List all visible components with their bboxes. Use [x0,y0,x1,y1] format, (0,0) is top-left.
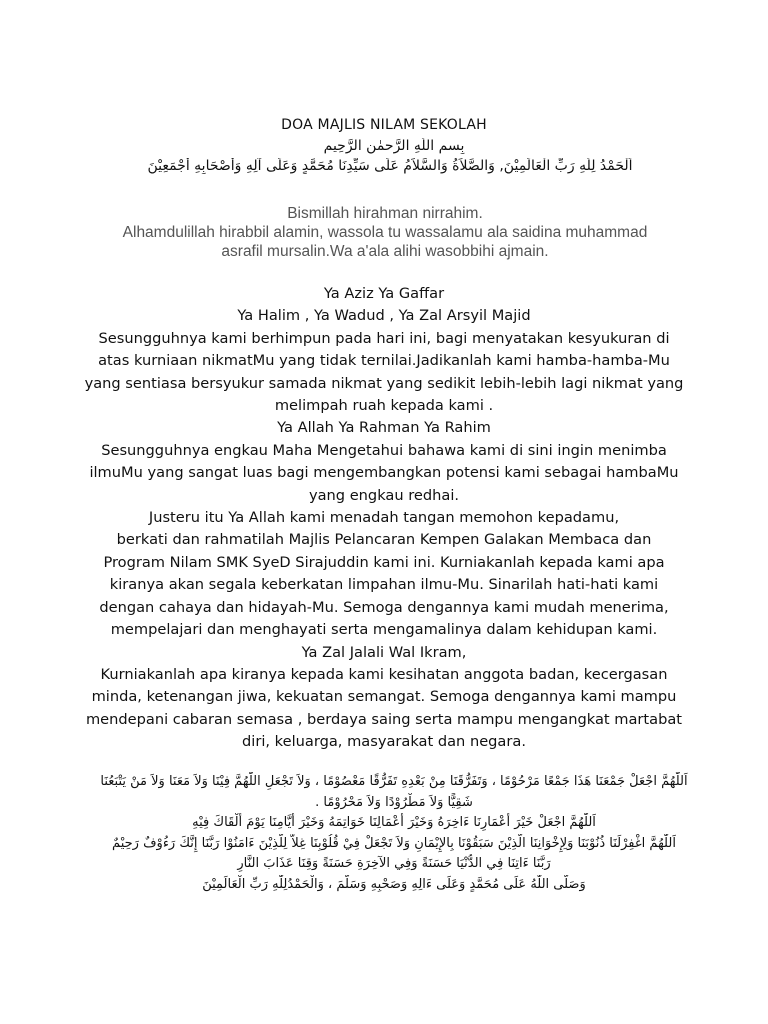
prayer-line: dengan cahaya dan hidayah-Mu. Semoga dengannya kami mudah menerima, [99,598,669,616]
arabic-closing-block [80,772,708,896]
arabic-closing-line: اَللّٰهُمَّ اجْعَلْ خَيْرَ أَعْمَارِنَا ءَاخِرَهُ وَخَيْرَ أَعْمَالِنَا خَوَاتِمَهُ وَخَيْرَ أَيَّامِنَا يَوْمَ أَلْقَاكَ فِيْهِ [192,815,596,831]
prayer-line: Justeru itu Ya Allah kami menadah tangan memohon kepadamu, [148,509,620,527]
prayer-line: Ya Aziz Ya Gaffar [323,285,445,302]
arabic-closing-line: وَصَلَّى اللّٰهُ عَلَى مُحَمَّدٍ وَعَلَى ءَالِهِ وَصَحْبِهِ وَسَلَّمَ ، وَالْحَمْدُلِلّٰهِ رَبِّ الْعَالَمِيْنَ [202,876,586,892]
prayer-line: melimpah ruah kepada kami . [274,397,494,415]
arabic-closing-line: اَللّٰهُمَّ اجْعَلْ جَمْعَنَا هَذَا جَمْعًا مَرْحُوْمًا ، وَتَفَرُّقَنَا مِنْ بَعْدِهِ تَفَرُّقًا مَعْصُوْمًا ، وَلاَ تَجْعَلِ اللّٰهُمَّ فِيْنَا وَلاَ مَعَنَا وَلاَ مَنْ يَتْبَعُنَا [100,774,688,789]
prayer-line: mempelajari dan menghayati serta mengamalinya dalam kehidupan kami. [110,621,658,639]
prayer-line: minda, ketenangan jiwa, kekuatan semangat. Semoga dengannya kami mampu [91,688,677,706]
transliteration-line: Alhamdulillah hirabbil alamin, wassola tu wassalamu ala saidina muhammad [122,224,648,241]
prayer-body [80,283,688,754]
arabic-closing-line: رَبَّنَا ءَاتِنَا فِي الدُّنْيَا حَسَنَةً وَفِي الآخِرَةِ حَسَنَةً وَقِنَا عَذَابَ النَّارِ [237,856,551,872]
transliteration-block [90,204,680,261]
prayer-line: kiranya akan segala keberkatan limpahan ilmu-Mu. Sinarilah hati-hati kami [109,576,659,594]
prayer-line: berkati dan rahmatilah Majlis Pelancaran Kempen Galakan Membaca dan [116,531,652,549]
prayer-line: mendepani cabaran semasa , berdaya saing serta mampu mengangkat martabat [85,710,683,728]
transliteration-line: asrafil mursalin.Wa a'ala alihi wasobbihi ajmain. [221,243,549,260]
prayer-line: ilmuMu yang sangat luas bagi mengembangkan potensi kami sebagai hambaMu [89,464,679,482]
arabic-closing-line: شَقِيًّا وَلاَ مَطْرُوْدًا وَلاَ مَحْرُوْمًا . [315,794,473,810]
prayer-line: Kurniakanlah apa kiranya kepada kami kesihatan anggota badan, kecergasan [100,665,668,683]
prayer-line: atas kurniaan nikmatMu yang tidak ternilai.Jadikanlah kami hamba-hamba-Mu [98,352,670,370]
prayer-line: Ya Zal Jalali Wal Ikram, [301,643,467,661]
prayer-line: Ya Allah Ya Rahman Ya Rahim [277,419,491,437]
document-title: DOA MAJLIS NILAM SEKOLAH [281,117,487,133]
prayer-line: Program Nilam SMK SyeD Sirajuddin kami ini. Kurniakanlah kepada kami apa [103,553,665,571]
prayer-line: Sesungguhnya engkau Maha Mengetahui bahawa kami di sini ingin menimba [101,441,667,459]
prayer-line: yang engkau redhai. [308,486,460,504]
transliteration-line: Bismillah hirahman nirrahim. [287,205,483,222]
prayer-line: yang sentiasa bersyukur samada nikmat yang sedikit lebih-lebih lagi nikmat yang [84,374,684,392]
arabic-basmala: بِسمِ اللّٰهِ الرَّحمٰنِ الرَّحِيمِ [323,138,465,154]
prayer-line: diri, keluarga, masyarakat dan negara. [242,733,526,751]
prayer-line: Ya Halim , Ya Wadud , Ya Zal Arsyil Majid [237,307,531,325]
prayer-line: Sesungguhnya kami berhimpun pada hari ini, bagi menyatakan kesyukuran di [98,329,670,347]
arabic-hamd: اَلْحَمْدُ لِلّٰهِ رَبِّ الْعَالَمِيْنَ, وَالصَّلاَةُ وَالسَّلاَمُ عَلَى سَيِّدِنَا مُحَمَّدٍ وَعَلَى آلِهِ وَأَصْحَابِهِ أَجْمَعِيْنَ [147,158,633,174]
arabic-closing-line: اَللّٰهُمَّ اغْفِرْلَنَا ذُنُوْبَنَا وَلِإِخْوَانِنَا الَّذِيْنَ سَبَقُوْنَا بِالإِيْمَانِ وَلاَ تَجْعَلْ فِيْ قُلُوْبِنَا غِلاًّ لِلَّذِيْنَ ءَامَنُوْا رَبَّنَا إِنَّكَ رَءُوْفٌ رَحِيْمٌ [112,835,676,851]
